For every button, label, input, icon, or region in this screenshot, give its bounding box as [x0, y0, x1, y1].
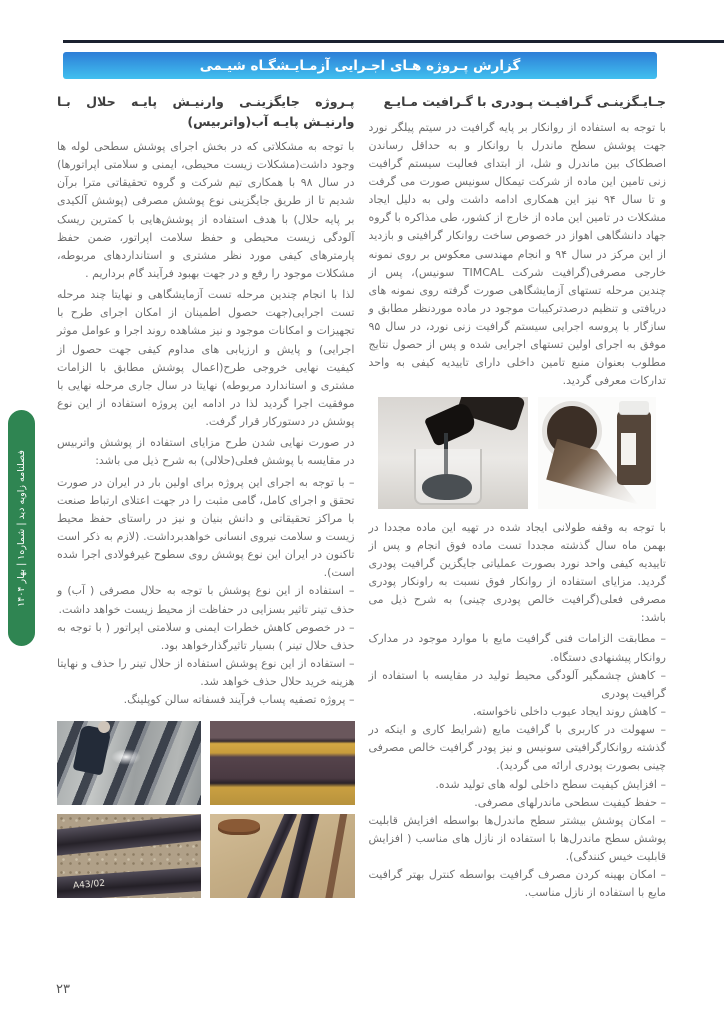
photo-pipes-on-sandy-yard — [210, 814, 354, 898]
photo-pipes-chalk-marked — [57, 814, 201, 898]
bullet-item: – در خصوص کاهش خطرات ایمنی و سلامتی اپراتور ( با توجه به حذف حلال تینر ) بسیار تاثیرگذارخواهد بود. — [57, 620, 355, 652]
pipe-icon — [57, 814, 201, 857]
article-columns — [57, 92, 666, 903]
bullet-item: – استفاده از این نوع پوشش با توجه به حلال مصرفی ( آب) و حذف تینر تاثیر بسزایی در حفاظت از محیط زیست خواهد داشت. — [57, 584, 355, 616]
bullet-item: – افزایش کیفیت سطح داخلی لوله های تولید شده. — [435, 777, 666, 791]
paragraph: با توجه به استفاده از روانکار بر پایه گرافیت در سیتم پیلگر نورد جهت پوشش سطح ماندرل با روانکار و به حداقل رساندن اصطکاک بین ماندرل و شل، از ابتدای فعالیت سیستم گرافیت زنی تامین این ماده از شرکت تیمکال سونیس صورت می گرفت و تا سال ۹۴ نیز این همکاری ادامه داشت ولی به دلیل ایجاد مشکلات در تامین این ماده از خارج از کشور، طی مذاکره با گروه جهاد دانشگاهی اهواز در خصوص ساخت روانکار گرافیتی و بازدید از این مرکز در سال ۹۴ و انجام مهندسی معکوس بر روی نمونه خارجی مصرفی(گرافیت شرکت TIMCAL سونیس)، پس از چندین مرحله تستهای آزمایشگاهی صورت گرفته روی نمونه های دریافتی و تنظیم درصدترکیبات موجود در ماده موردنظر مطابق و سازگار با پروسه اجرایی سیستم گرافیت زنی نورد، در سال ۹۵ موفق به اجرای اولین تستهای اجرایی شده و پس از حصول نتایج مطلوب بعنوان منبع تامین داخلی دارای تاییدیه کیفی به واحد تدارکات معرفی گردید. — [368, 120, 666, 388]
photo-spray-coating-pipes — [57, 721, 201, 805]
spray-mist-icon — [111, 749, 141, 765]
worker-icon — [73, 725, 112, 776]
page-header-banner — [63, 52, 657, 79]
bullet-item: – استفاده از این نوع پوشش استفاده از حلال تینر را حذف و نهایتا هزینه خرید حلال حذف خواهد شد. — [57, 656, 355, 689]
bullet-item: – پروژه تصفیه پساب فرآیند فسفاته سالن کوپلینگ. — [123, 693, 355, 707]
bullet-item: – کاهش روند ایجاد عیوب داخلی ناخواسته. — [472, 705, 666, 719]
issue-label: فصلنامه زاویه دید | شماره۱ | بهار ۱۴۰۴ — [16, 449, 27, 607]
page-number: ۲۳ — [56, 982, 70, 997]
top-divider — [63, 40, 724, 43]
bullet-item: – امکان پوشش بیشتر سطح ماندرل‌ها بواسطه افزایش قابلیت پوشش سطح ماندرل‌ها با استفاده از نازل های مناسب ( افزایش قابلیت خیس کنندگی). — [368, 813, 666, 864]
bullet-item: – کاهش چشمگیر آلودگی محیط تولید در مقایسه با استفاده از گرافیت پودری — [368, 668, 666, 700]
article-waterbase-varnish — [57, 92, 355, 903]
paragraph: با توجه به وقفه طولانی ایجاد شده در تهیه این ماده مجددا در بهمن ماه سال گذشته مجددا تست ماده فوق انجام و پس از تاییدیه کیفی واحد نورد بصورت عملیاتی جایگزین گرافیت پودری گردید. مزایای استفاده از روانکار فوق نسبت به راونکار پودری مصرفی فعلی(گرافیت خالص پودری چینی) به شرح ذیل می باشد: — [368, 520, 666, 625]
photo-liquid-graphite-pouring — [378, 397, 528, 509]
photo-graphite-powder-jar — [538, 397, 656, 509]
paragraph: لذا با انجام چندین مرحله تست آزمایشگاهی و نهایتا چند مرحله تست اجرایی(جهت حصول اطمینان از امکان اجرای طرح با تجهیزات و امکانات موجود و نیز مشاهده روند اجرا و عوامل موثر اجرایی) و پایش و ارزیابی های مداوم کیفی جهت حصول از کیفیت نهایی خروجی طرح(اعمال پوشش مطابق با الزامات مشتری و استاندارد مربوطه) نهایتا در سال جاری مرحله نهایی با موفقیت اجرا گردید لذا در ادامه این پروژه استفاده از این نوع پوشش در دستورکار قرار گرفت. — [57, 288, 355, 429]
article-heading-graphite: جـایـگزینـی گـرافیـت پـودری با گـرافیت مـایـع — [383, 94, 666, 109]
bullet-item: – امکان بهینه کردن مصرف گرافیت بواسطه کنترل بهتر گرافیت مایع با استفاده از نازل مناسب. — [368, 868, 666, 900]
rusty-rod-icon — [322, 814, 347, 898]
article-heading-varnish: پـروژه جایگزینـی وارنیـش پایـه حلال بـا وارنیـش پایـه آب(واتربیس) — [57, 94, 355, 129]
liquid-pool-icon — [422, 474, 472, 500]
rusty-pile-icon — [218, 819, 260, 835]
issue-tab — [8, 410, 35, 646]
bullet-item: – حفظ کیفیت سطحی ماندرلهای مصرفی. — [474, 795, 666, 809]
photo-pipes-on-yellow-skids — [210, 721, 354, 805]
paragraph: با توجه به مشکلاتی که در بخش اجرای پوشش سطحی لوله ها وجود داشت(مشکلات زیست محیطی، ایمنی و سلامتی اپراتورها) در سال ۹۸ با همکاری تیم شرکت و گروه تحقیقاتی مترا برآن شدیم تا از طریق جایگزینی نوع پوشش مصرفی (پوشش آلکیدی بر پایه حلال) با هدف استفاده از پوشش‌هایی با کمترین ریسک آلودگی زیست محیطی و حفظ سلامت اپراتور، ضمن حفظ پارمترهای کیفی مورد نظر مشتری و استانداردهای مربوطه، مشکلات موجود را رفع و در جهت بهبود فرآیند گام برداریم . — [57, 140, 355, 281]
graphite-photos — [371, 397, 665, 509]
bullet-item: – مطابقت الزامات فنی گرافیت مایع با موارد موجود در مدارک روانکار پیشنهادی دستگاه. — [368, 632, 666, 664]
bullet-item: – با توجه به اجرای این پروژه برای اولین بار در ایران در صورت تحقق و اجرای کامل، گامی مثبت را در جهت اعتلای ارتباط صنعت با مراکز تحقیقاتی و دانش بنیان و نیز در راستای حفظ محیط زیست و سلامت نیروی انسانی خواهدبرداشت. (لازم به ذکر است تاکنون در ایران این نوع پوشش روی سطوح غیرفولادی اجرا شده است). — [57, 475, 355, 580]
paragraph: در صورت نهایی شدن طرح مزایای استفاده از پوشش واتربیس در مقایسه با پوشش فعلی(حلالی) به شرح ذیل می باشد: — [57, 436, 355, 468]
article-liquid-graphite — [369, 92, 667, 903]
page-title: گزارش پـروژه هـای اجـرایی آزمـایـشگـاه شیـمی — [199, 57, 521, 74]
bullet-item: – سهولت در کاربری با گرافیت مایع (شرایط کاری و اینکه در گذشته روانکارگرافیتی سونیس و نیز پودر گرافیت خالص مصرفی چینی بصورت پودری ارائه می گردید). — [368, 723, 666, 773]
sample-bottle-icon — [617, 411, 651, 485]
varnish-photos-grid — [57, 721, 355, 898]
chalk-marking: A43/02 — [72, 879, 106, 892]
